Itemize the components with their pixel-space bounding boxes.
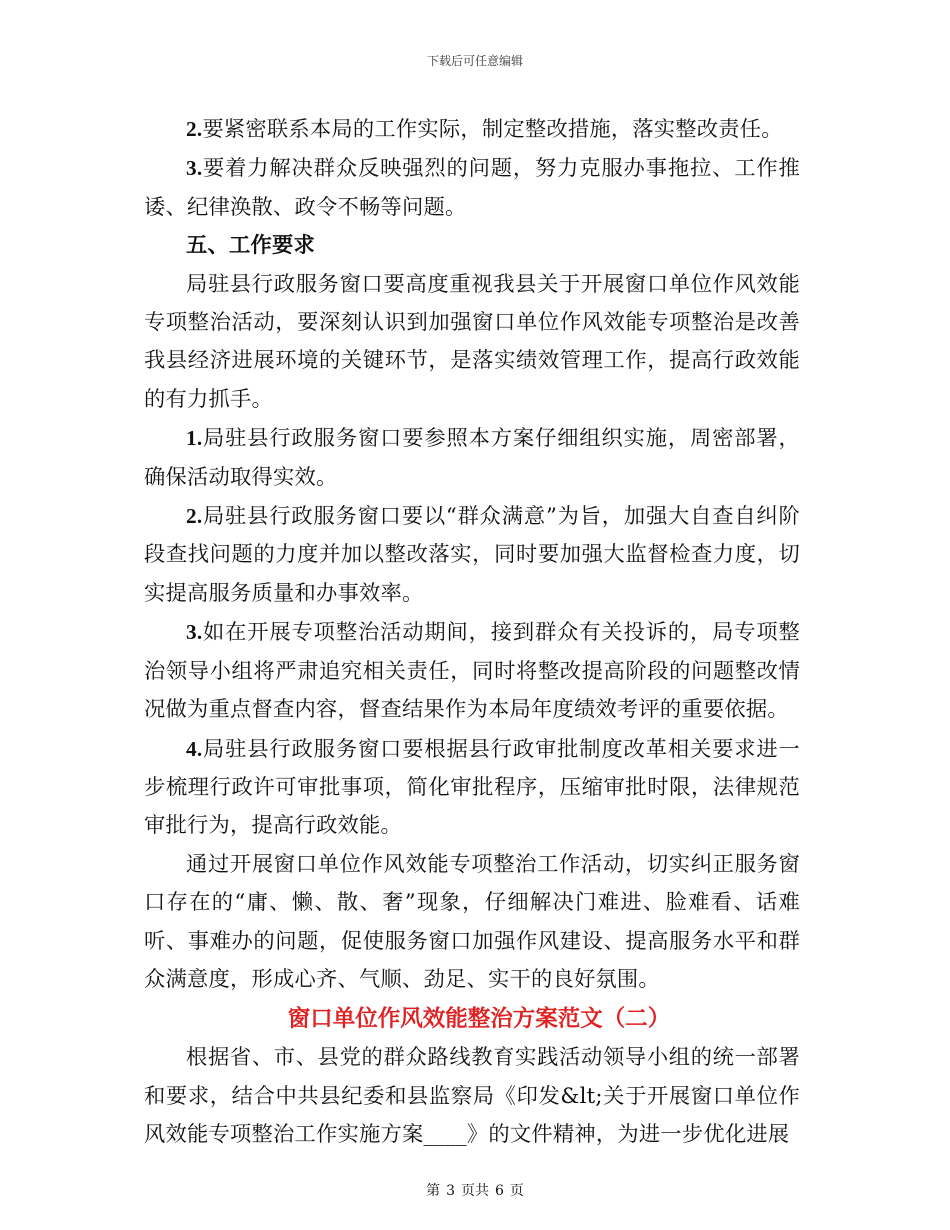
item-number: 3. <box>186 620 203 645</box>
paragraph-text: 要着力解决群众反映强烈的问题，努力克服办事拖拉、工作推诿、纪律涣散、政令不畅等问题。 <box>144 156 800 220</box>
item-number: 2. <box>186 504 203 529</box>
paragraph: 根据省、市、县党的群众路线教育实践活动领导小组的统一部署和要求，结合中共县纪委和县监察局《印发&lt;关于开展窗口单位作风效能专项整治工作实施方案____》的文件精神，为进一步优化进展 <box>144 1045 800 1148</box>
document-body <box>144 110 800 1155</box>
paragraph <box>144 419 800 497</box>
footer-mid: 页共 <box>461 1183 489 1199</box>
paragraph: 局驻县行政服务窗口要高度重视我县关于开展窗口单位作风效能专项整治活动，要深刻认识到加强窗口单位作风效能专项整治是改善我县经济进展环境的关键环节，是落实绩效管理工作，提高行政效能的有力抓手。 <box>144 271 800 412</box>
item-number: 1. <box>186 426 203 451</box>
page-header: 下载后可任意编辑 <box>426 54 523 68</box>
paragraph-text: 局驻县行政服务窗口要参照本方案仔细组织实施，周密部署，确保活动取得实效。 <box>144 426 800 490</box>
paragraph <box>144 149 800 227</box>
total-page-count: 6 <box>495 1183 504 1199</box>
section-heading: 五、工作要求 <box>186 233 315 259</box>
footer-suffix: 页 <box>509 1183 524 1199</box>
paragraph <box>144 110 800 149</box>
item-number: 2. <box>186 117 203 141</box>
paragraph <box>144 613 800 729</box>
document-title: 窗口单位作风效能整治方案范文（二） <box>287 1006 671 1033</box>
current-page-number: 3 <box>446 1183 455 1199</box>
item-number: 4. <box>186 736 203 761</box>
page-footer <box>0 1180 950 1200</box>
item-number: 3. <box>186 156 203 181</box>
paragraph-text: 局驻县行政服务窗口要根据县行政审批制度改革相关要求进一步梳理行政许可审批事项，简化审批程序，压缩审批时限，法律规范审批行为，提高行政效能。 <box>144 736 800 839</box>
paragraph-text: 如在开展专项整治活动期间，接到群众有关投诉的，局专项整治领导小组将严肃追究相关责任，同时将整改提高阶段的问题整改情况做为重点督查内容，督查结果作为本局年度绩效考评的重要依据。 <box>144 620 800 723</box>
paragraph <box>144 497 800 613</box>
footer-prefix: 第 <box>426 1183 441 1199</box>
paragraph: 通过开展窗口单位作风效能专项整治工作活动，切实纠正服务窗口存在的“庸、懒、散、奢”现象，仔细解决门难进、脸难看、话难听、事难办的问题，促使服务窗口加强作风建设、提高服务水平和群众满意度，形成心齐、气顺、劲足、实干的良好氛围。 <box>144 851 800 992</box>
paragraph-text: 要紧密联系本局的工作实际，制定整改措施，落实整改责任。 <box>202 117 783 142</box>
paragraph <box>144 730 800 846</box>
paragraph-text: 局驻县行政服务窗口要以“群众满意”为旨，加强大自查自纠阶段查找问题的力度并加以整改落实，同时要加强大监督检查力度，切实提高服务质量和办事效率。 <box>144 504 800 606</box>
